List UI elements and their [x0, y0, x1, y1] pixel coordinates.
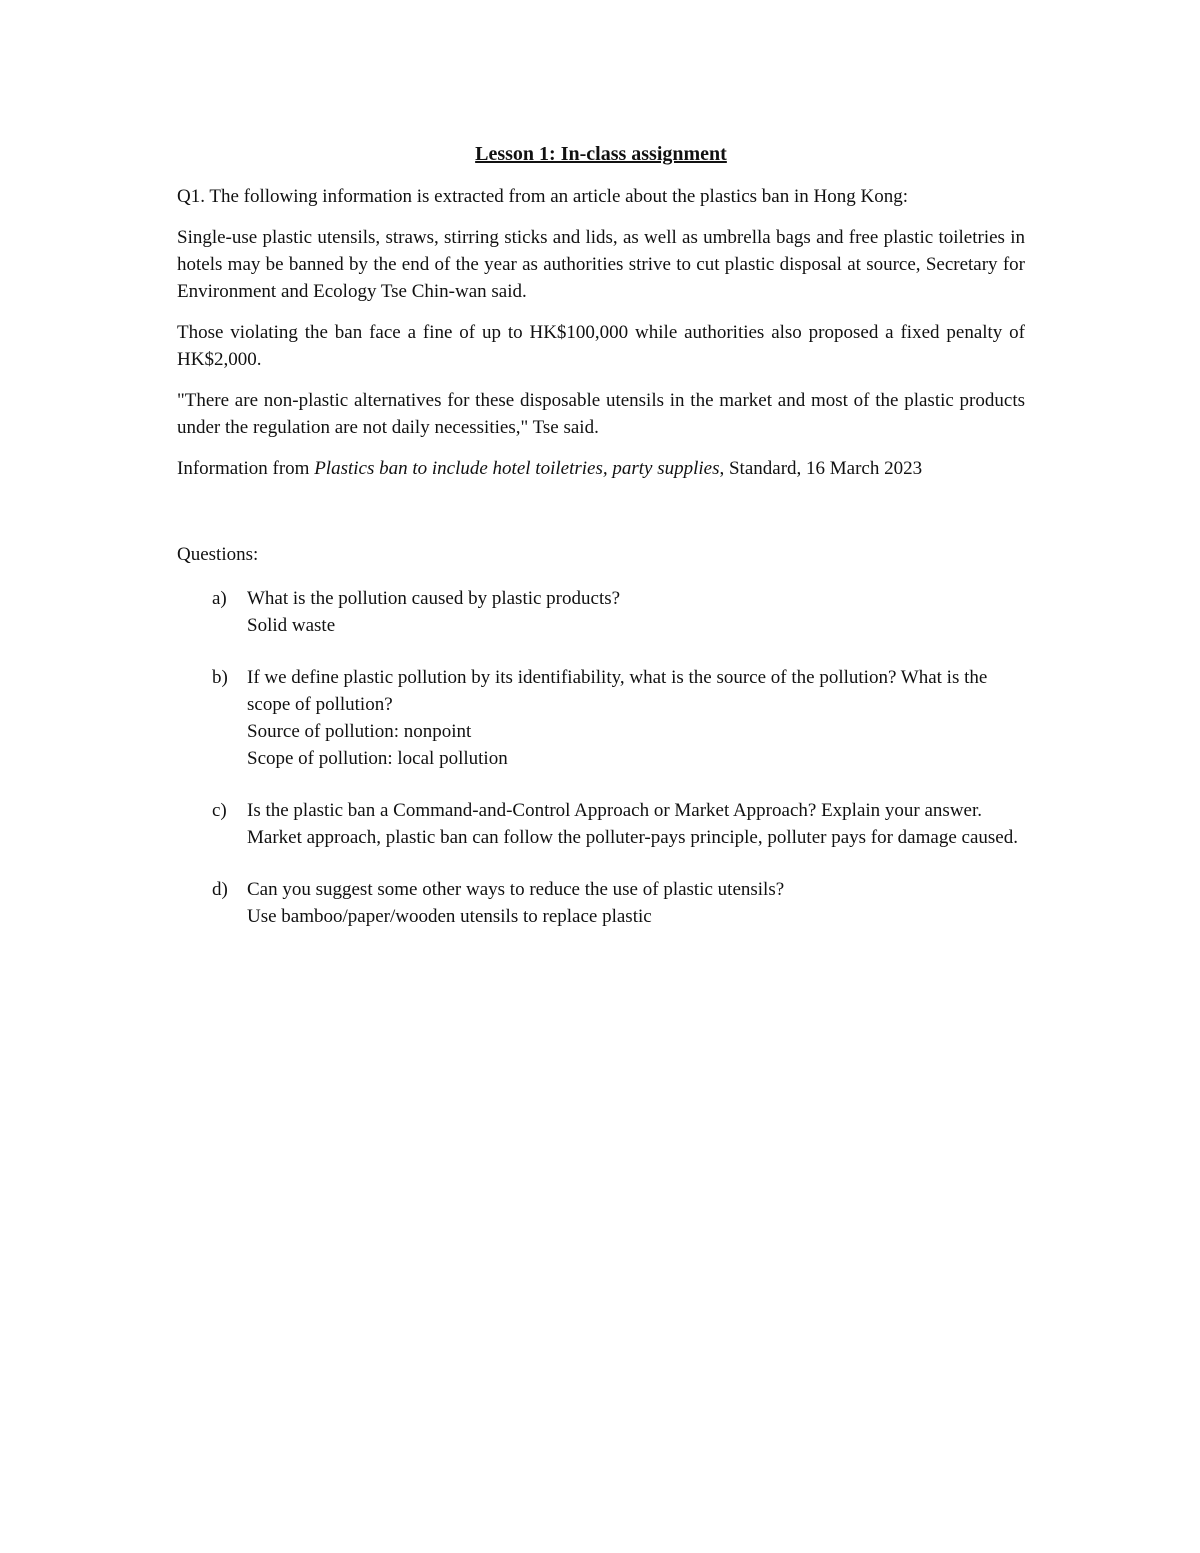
document-content: [177, 140, 1025, 955]
document-title: Lesson 1: In-class assignment: [475, 143, 727, 165]
answer-line: Use bamboo/paper/wooden utensils to replace plastic: [247, 906, 652, 927]
question-letter: a): [212, 588, 227, 609]
question-letter: b): [212, 667, 228, 688]
source-prefix: Information from: [177, 458, 315, 479]
article-paragraph-1: Single-use plastic utensils, straws, stirring sticks and lids, as well as umbrella bags and free plastic toiletries in hotels may be banned by the end of the year as authorities strive to cut plastic disposal at source, Secretary for Environment and Ecology Tse Chin-wan said.: [177, 227, 1025, 302]
question-item-a: [177, 585, 1025, 639]
questions-label: Questions:: [177, 544, 259, 565]
source-citation: [177, 455, 1025, 482]
question-text: Can you suggest some other ways to reduce the use of plastic utensils?: [247, 879, 785, 900]
question-letter: d): [212, 879, 228, 900]
question-text: If we define plastic pollution by its identifiability, what is the source of the pollution? What is the scope of pollution?: [247, 667, 988, 715]
question-item-b: [177, 664, 1025, 772]
question-item-c: [177, 797, 1025, 851]
question-letter: c): [212, 800, 227, 821]
answer-line: Solid waste: [247, 615, 336, 636]
source-suffix: , Standard, 16 March 2023: [719, 458, 923, 479]
article-paragraph-3: "There are non-plastic alternatives for these disposable utensils in the market and most of the plastic products under the regulation are not daily necessities," Tse said.: [177, 390, 1025, 438]
question-text: Is the plastic ban a Command-and-Control Approach or Market Approach? Explain your answer.: [247, 800, 982, 821]
question-text: What is the pollution caused by plastic products?: [247, 588, 621, 609]
answer-line: Market approach, plastic ban can follow the polluter-pays principle, polluter pays for damage caused.: [247, 827, 1018, 848]
answer-line: Source of pollution: nonpoint: [247, 721, 472, 742]
source-article-title: Plastics ban to include hotel toiletries, party supplies: [314, 458, 720, 479]
questions-list: [177, 585, 1025, 930]
article-paragraph-2: Those violating the ban face a fine of up to HK$100,000 while authorities also proposed a fixed penalty of HK$2,000.: [177, 322, 1025, 370]
answer-line: Scope of pollution: local pollution: [247, 748, 508, 769]
question-intro: Q1. The following information is extracted from an article about the plastics ban in Hong Kong:: [177, 186, 908, 207]
question-item-d: [177, 876, 1025, 930]
